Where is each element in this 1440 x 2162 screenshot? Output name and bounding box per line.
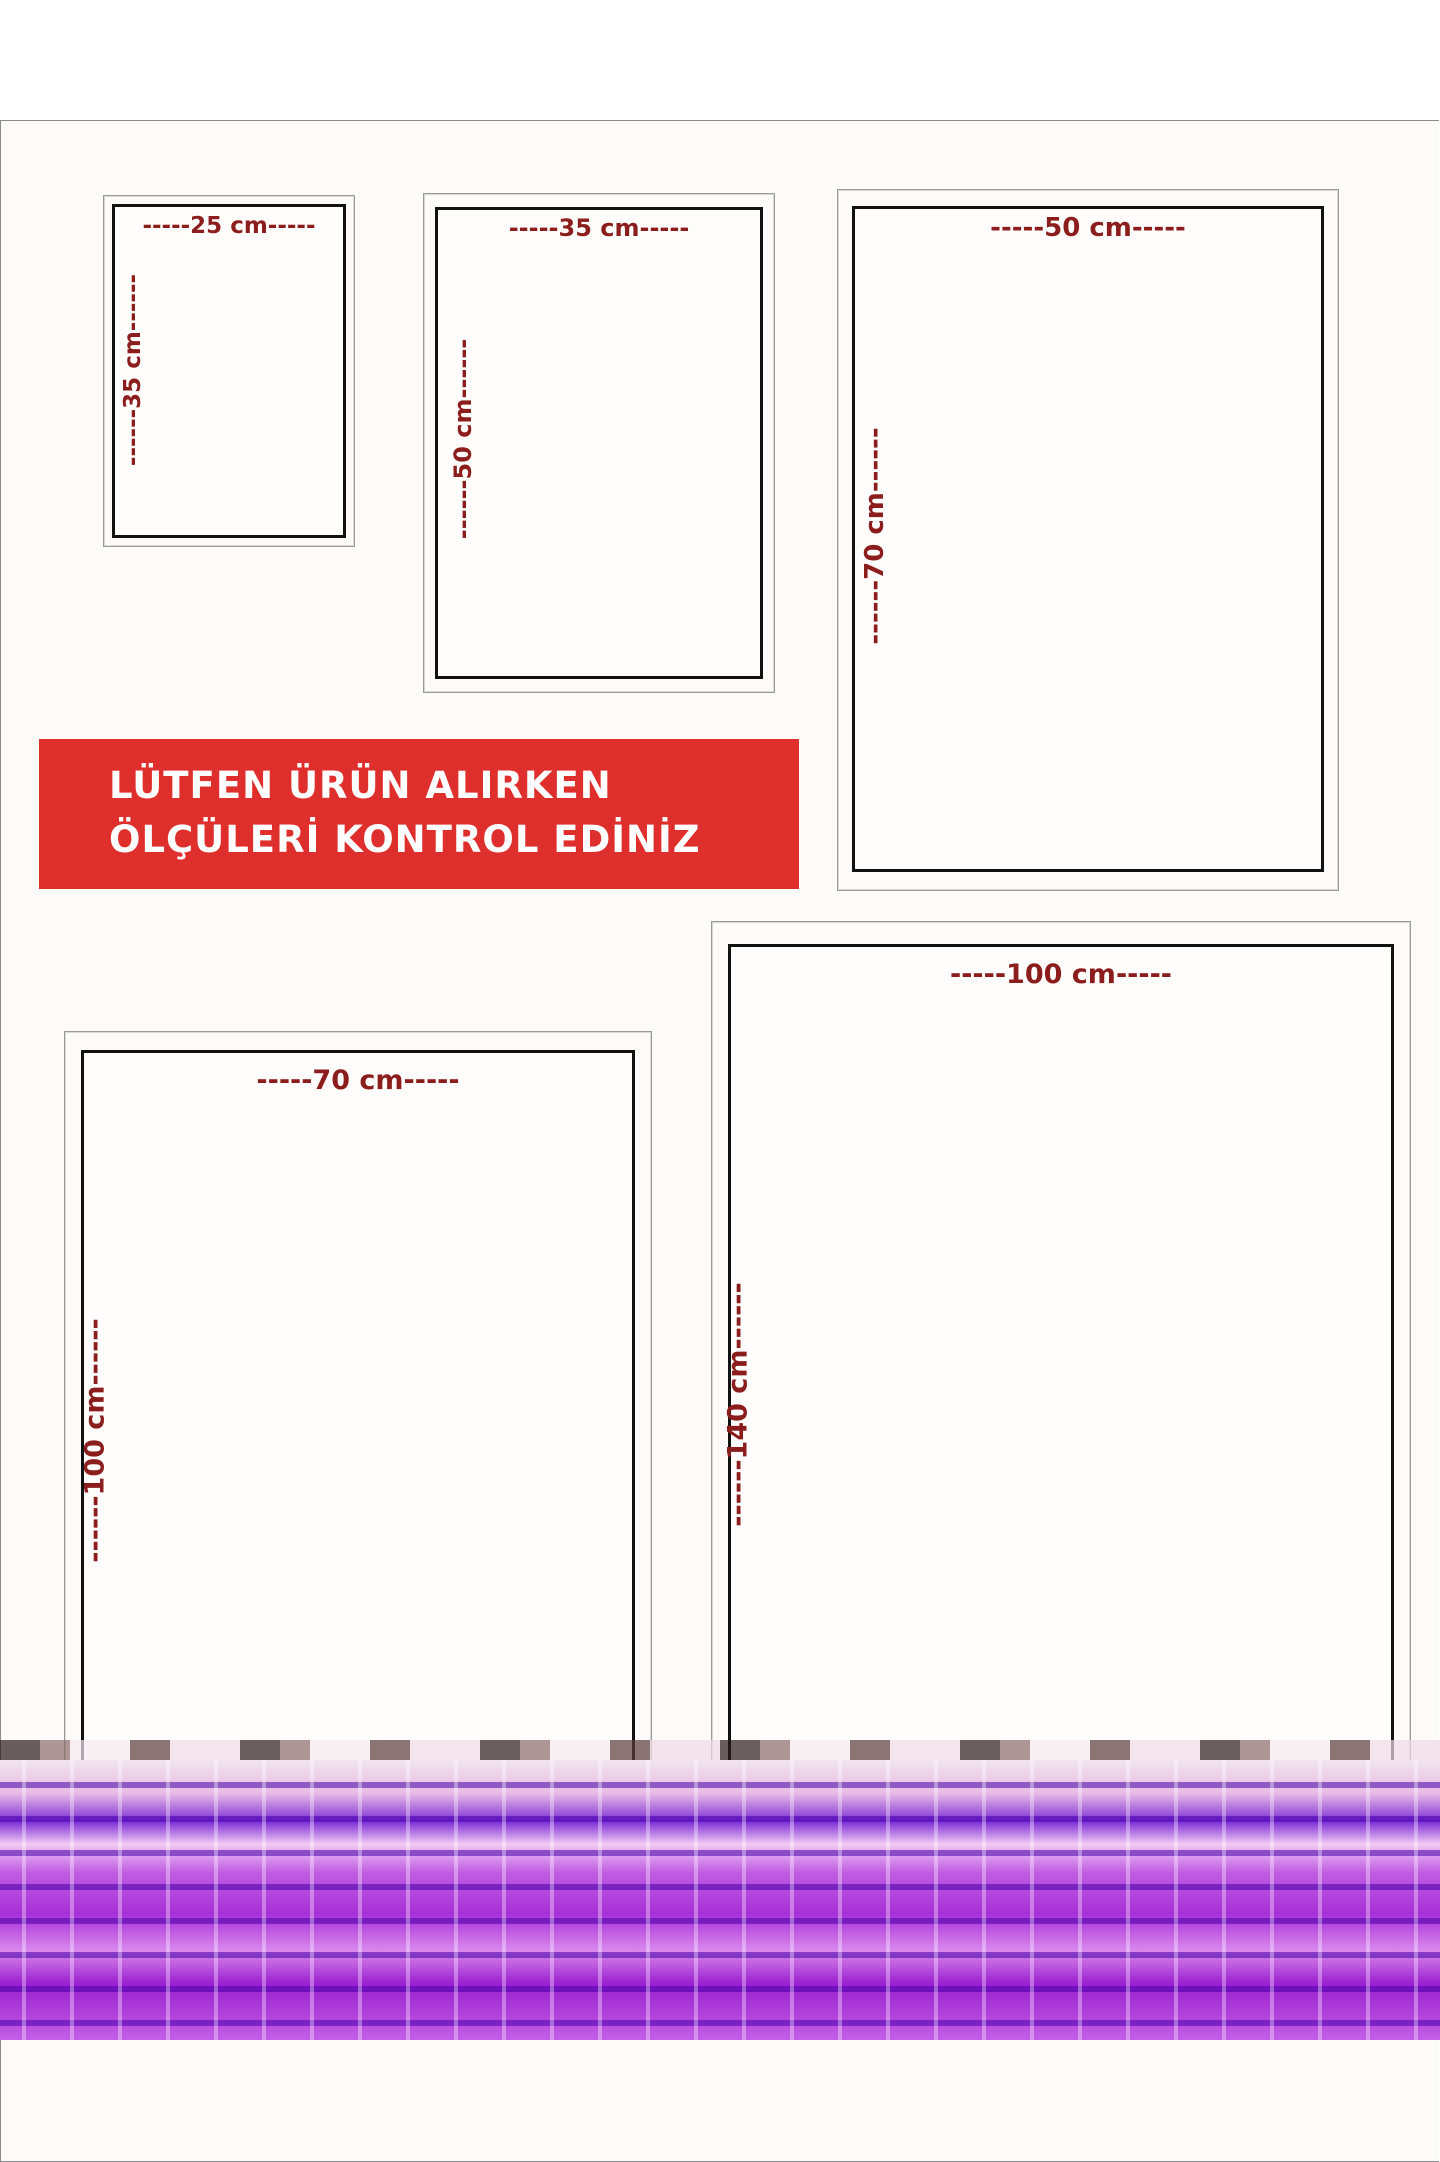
warning-banner [39,739,799,889]
frame-70x100-inner [81,1050,635,1848]
frame-35x50-width-label: -----35 cm----- [508,214,690,242]
frame-50x70-height-label: ------70 cm------ [860,427,890,645]
banner-line-1: LÜTFEN ÜRÜN ALIRKEN [109,764,612,807]
frame-50x70 [837,189,1339,891]
frame-25x35-height-label: ------35 cm------ [120,273,146,467]
banner-line-2: ÖLÇÜLERİ KONTROL EDİNİZ [109,818,701,861]
frame-70x100-width-label: -----70 cm----- [256,1065,460,1096]
frame-35x50-inner [435,207,763,679]
frame-50x70-width-label: -----50 cm----- [990,213,1186,243]
frame-70x100-height-label: ------100 cm------ [79,1318,111,1563]
frame-25x35 [103,195,355,547]
frame-25x35-inner [112,204,346,538]
corrupted-area [0,1760,1440,2040]
frame-35x50-height-label: ------50 cm------ [449,338,477,540]
frame-100x140-width-label: -----100 cm----- [950,959,1172,990]
frame-35x50 [423,193,775,693]
frame-100x140-height-label: ------140 cm------ [722,1282,754,1527]
frame-50x70-inner [852,206,1324,872]
frame-25x35-width-label: -----25 cm----- [142,213,316,239]
